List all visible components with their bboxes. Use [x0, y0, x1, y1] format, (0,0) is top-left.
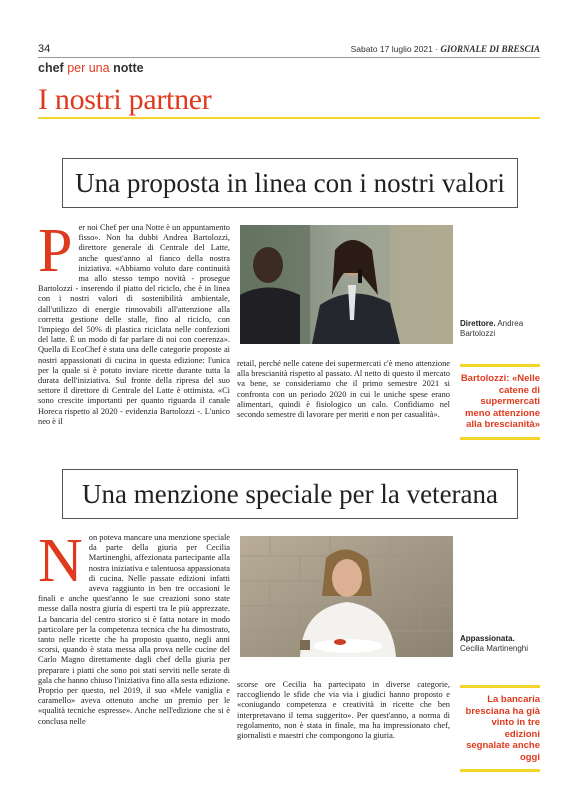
- photo-two-men-interview: [240, 225, 453, 344]
- article1-caption-text: Andrea Bartolozzi: [460, 319, 524, 338]
- section-label: [38, 61, 144, 75]
- article2-dropcap: N: [38, 533, 83, 595]
- article1-caption: [460, 319, 540, 339]
- article2-pullquote: La bancaria bresciana ha già vinto in tre edizioni segnalate anche oggi: [460, 685, 540, 772]
- article1-photo: [240, 225, 453, 344]
- article1-column-1: [38, 223, 230, 445]
- article1-body-1: er noi Chef per una Notte è un appuntamento fisso». Non ha dubbi Andrea Bartolozzi, direttore generale di Centrale del Latte, anche quest'anno al fianco della nostra iniziativa. «Abbiamo voluto dare continuità ma allo stesso tempo novità - prosegue Bartolozzi - inserendo il piatto del riciclo, che è in linea con i nostri valori di sostenibilità ambientale, dall'utilizzo di energie rinnovabili all'attenzione alla corretta gestione delle stalle, fino al riciclo, con l'impiego del 50% di plastica riciclata nelle confezioni del latte. È un modo di far parlare di noi con coerenza». Quella di EcoChef è stata una delle categorie proposte ai nostri appassionati di cucina in questa edizione: l'unica per la quale si è potuto inviare ricette durante tutta la durata dell'iniziativa. Sul fronte della ripresa del suo settore il direttore di Centrale del Latte è ottimista. «Ci sono crescite importanti per quanto riguarda il canale Horeca rispetto al 2020 - evidenzia Bartolozzi -. L'unico neo è il: [38, 223, 230, 426]
- page-title: I nostri partner: [38, 83, 212, 116]
- header-separator: ·: [435, 44, 439, 54]
- article1-dropcap: P: [38, 223, 73, 285]
- page-number: 34: [38, 43, 51, 55]
- article2-body-1: on poteva mancare una menzione speciale da parte della giuria per Cecilia Martinenghi, affezionata partecipante alla nostra iniziativa e talentuosa appassionata di cucina. Nelle passate edizioni infatti aveva raggiunto in ben tre occasioni le finali e anche quest'anno le sue creazioni sono state messe dalla nostra giuria di esperti tra le più apprezzate. La bancaria del centro storico si è fatta notare in modo particolare per la competenza tecnica che ha dimostrato, tanto nelle ricette che ha proposto quanto, negli anni scorsi, quando è stata messa alla prova nelle cucine del Carlo Magno direttamente dagli chef della giuria per preparare i piatti che sono poi stati serviti nelle serate di gala che hanno chiuso l'iniziativa fino alla sesta edizione. Proprio per questo, nel 2019, il suo «Mele vaniglia e caramello» aveva ottenuto anche un premio per le «qualità tecniche espresse». Anche nell'edizione che si è conclusa nelle: [38, 533, 230, 726]
- article2-caption: [460, 634, 540, 654]
- article1-column-2: retail, perché nelle catene dei supermercati c'è meno attenzione alla brescianità rispetto al passato. Al netto di questo il mercato va bene, se consideriamo che il primo semestre 2021 si confronta con un periodo 2020 in cui le uniche spese erano alimentari, quindi è fisiologico un calo. Confidiamo nel secondo semestre di lavorare per meriti e non per casualità».: [237, 359, 450, 420]
- article2-column-1: [38, 533, 230, 765]
- header-date: Sabato 17 luglio 2021: [350, 44, 433, 54]
- page-header-info: [351, 44, 540, 54]
- article1-pullquote: Bartolozzi: «Nelle catene di supermercati meno attenzione alla brescianità»: [460, 364, 540, 440]
- section-label-part3: notte: [113, 61, 144, 75]
- article2-photo: [240, 536, 453, 657]
- article2-caption-text: Cecilia Martinenghi: [460, 644, 529, 653]
- section-label-part1: chef: [38, 61, 64, 75]
- section-label-part2: per una: [67, 61, 110, 75]
- article1-headline: Una proposta in linea con i nostri valori: [62, 158, 518, 208]
- article2-column-2: scorse ore Cecilia ha partecipato in diverse categorie, raccogliendo le sfide che via via i giudici hanno proposto e «coniugando competenza e creatività in ricette che ben interpretavano il tema suggerito». Per quest'anno, a norma di regolamento, non è stata in finale, ma ha impressionato chef, giornalisti e maestri che compongono la giuria.: [237, 680, 450, 741]
- article2-caption-label: Appassionata.: [460, 634, 515, 643]
- newspaper-name: GIORNALE DI BRESCIA: [440, 44, 540, 54]
- header-rule: [38, 57, 540, 58]
- photo-chef-woman: [240, 536, 453, 657]
- article2-headline: Una menzione speciale per la veterana: [62, 469, 518, 519]
- article1-caption-label: Direttore.: [460, 319, 496, 328]
- title-underline: [38, 117, 540, 119]
